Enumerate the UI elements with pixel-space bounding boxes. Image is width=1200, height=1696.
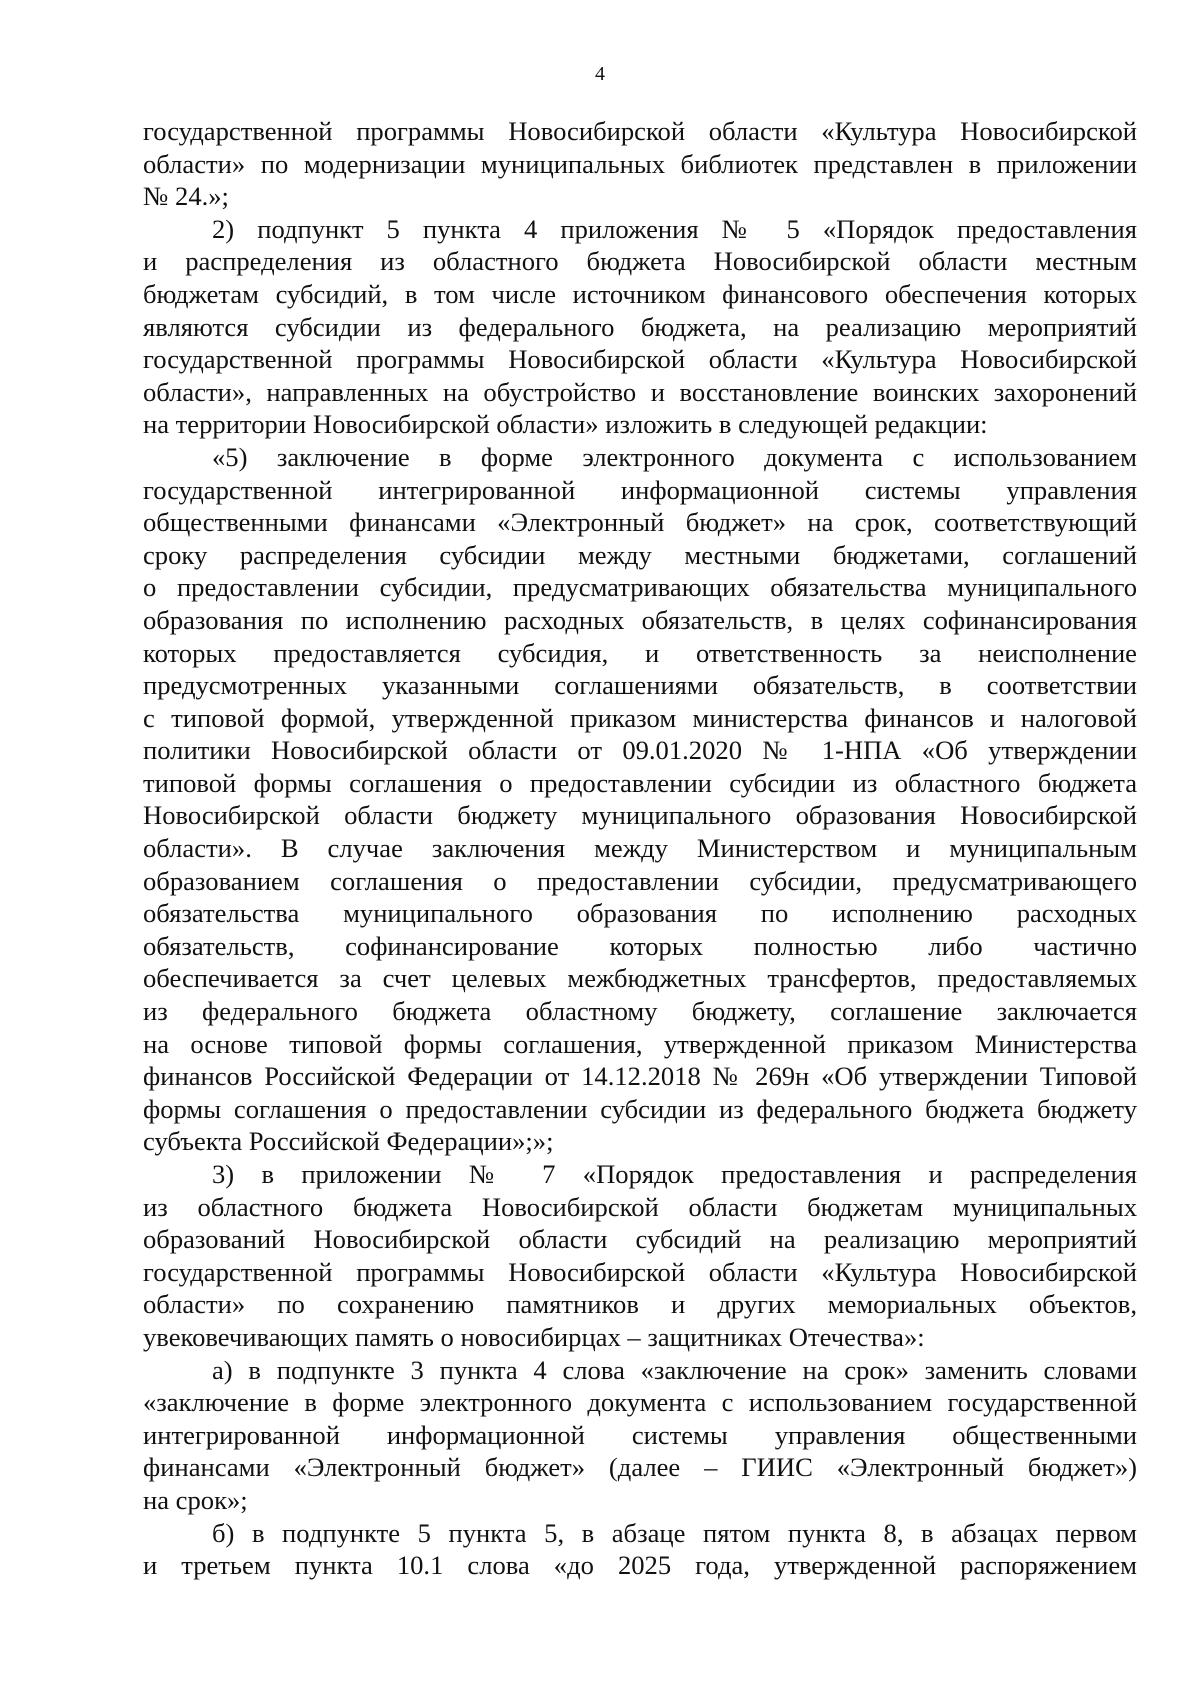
paragraph-3 [143, 441, 1137, 1158]
text-line: обязательства муниципального образования по исполнению расходных [143, 898, 1137, 929]
text-line: государственной программы Новосибирской области «Культура Новосибирской [143, 116, 1137, 146]
paragraph-5 [143, 1354, 1137, 1517]
text-line: общественными финансами «Электронный бюджет» на срок, соответствующий [143, 507, 1137, 538]
text-line: являются субсидии из федерального бюджета, на реализацию мероприятий [143, 311, 1137, 342]
text-line: с типовой формой, утвержденной приказом министерства финансов и налоговой [143, 702, 1137, 733]
text-line: субъекта Российской Федерации»;»; [143, 1126, 554, 1157]
text-line: № 24.»; [143, 181, 229, 212]
text-line: б) в подпункте 5 пункта 5, в абзаце пятом пункта 8, в абзацах первом [212, 1517, 1137, 1548]
text-line: образований Новосибирской области субсидий на реализацию мероприятий [143, 1224, 1137, 1255]
text-line: формы соглашения о предоставлении субсидии из федерального бюджета бюджету [143, 1093, 1137, 1124]
paragraph-2 [143, 213, 1137, 441]
page-number: 4 [595, 63, 605, 85]
text-line: области», направленных на обустройство и восстановление воинских захоронений [143, 376, 1137, 407]
text-line: обеспечивается за счет целевых межбюджетных трансфертов, предоставляемых [143, 963, 1137, 994]
paragraph-1 [143, 115, 1137, 213]
text-line: «5) заключение в форме электронного документа с использованием [212, 441, 1137, 472]
text-line: области» по модернизации муниципальных библиотек представлен в приложении [143, 148, 1137, 179]
text-line: «заключение в форме электронного документа с использованием государственной [143, 1387, 1137, 1418]
text-line: обязательств, софинансирование которых полностью либо частично [143, 930, 1137, 961]
text-line: государственной интегрированной информационной системы управления [143, 474, 1137, 505]
text-line: типовой формы соглашения о предоставлении субсидии из областного бюджета [143, 767, 1137, 798]
text-line: на территории Новосибирской области» изложить в следующей редакции: [143, 409, 988, 440]
text-line: политики Новосибирской области от 09.01.2020 № 1-НПА «Об утверждении [143, 735, 1137, 766]
text-line: финансами «Электронный бюджет» (далее – ГИИС «Электронный бюджет») [143, 1452, 1137, 1483]
text-line: и распределения из областного бюджета Новосибирской области местным [143, 246, 1137, 277]
text-line: финансов Российской Федерации от 14.12.2018 № 269н «Об утверждении Типовой [143, 1061, 1137, 1092]
text-line: государственной программы Новосибирской области «Культура Новосибирской [143, 344, 1137, 375]
text-line: которых предоставляется субсидия, и ответственность за неисполнение [143, 637, 1137, 668]
text-line: 3) в приложении № 7 «Порядок предоставления и распределения [212, 1159, 1137, 1189]
text-line: государственной программы Новосибирской области «Культура Новосибирской [143, 1256, 1137, 1287]
text-line: о предоставлении субсидии, предусматривающих обязательства муниципального [143, 572, 1137, 603]
text-line: области». В случае заключения между Министерством и муниципальным [143, 833, 1137, 864]
text-line: образования по исполнению расходных обязательств, в целях софинансирования [143, 604, 1137, 635]
text-line: и третьем пункта 10.1 слова «до 2025 года, утвержденной распоряжением [143, 1550, 1137, 1581]
text-line: на срок»; [143, 1484, 248, 1515]
text-line: образованием соглашения о предоставлении субсидии, предусматривающего [143, 865, 1137, 896]
text-line: бюджетам субсидий, в том числе источником финансового обеспечения которых [143, 278, 1137, 309]
text-line: области» по сохранению памятников и других мемориальных объектов, [143, 1289, 1137, 1320]
text-line: 2) подпункт 5 пункта 4 приложения № 5 «Порядок предоставления [212, 213, 1137, 244]
text-line: из федерального бюджета областному бюджету, соглашение заключается [143, 996, 1137, 1027]
text-line: а) в подпункте 3 пункта 4 слова «заключение на срок» заменить словами [212, 1354, 1137, 1385]
text-line: интегрированной информационной системы управления общественными [143, 1419, 1137, 1450]
text-line: из областного бюджета Новосибирской области бюджетам муниципальных [143, 1191, 1137, 1222]
text-line: сроку распределения субсидии между местными бюджетами, соглашений [143, 539, 1137, 570]
text-line: на основе типовой формы соглашения, утвержденной приказом Министерства [143, 1028, 1137, 1059]
text-line: увековечивающих память о новосибирцах – защитниках Отечества»: [143, 1321, 925, 1352]
paragraph-4 [143, 1158, 1137, 1354]
text-line: предусмотренных указанными соглашениями обязательств, в соответствии [143, 670, 1137, 701]
document-body [143, 115, 1137, 1582]
paragraph-6 [143, 1517, 1137, 1582]
text-line: Новосибирской области бюджету муниципального образования Новосибирской [143, 800, 1137, 831]
